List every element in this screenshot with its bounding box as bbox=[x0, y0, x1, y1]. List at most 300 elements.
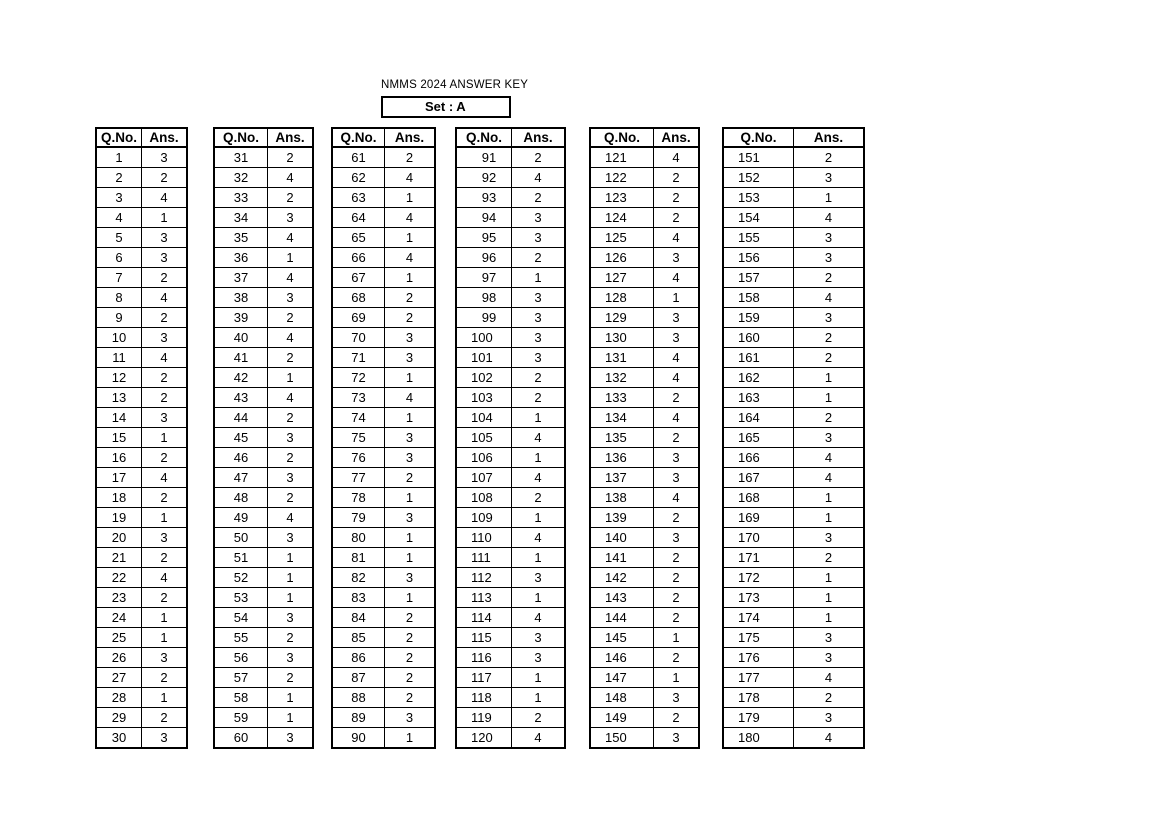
question-number: 68 bbox=[332, 288, 385, 308]
table-header-row bbox=[723, 128, 864, 147]
question-number: 64 bbox=[332, 208, 385, 228]
question-number: 115 bbox=[456, 628, 512, 648]
table-row bbox=[590, 408, 699, 428]
answer-value: 3 bbox=[654, 528, 700, 548]
question-number: 87 bbox=[332, 668, 385, 688]
question-number: 25 bbox=[96, 628, 142, 648]
question-number: 45 bbox=[214, 428, 268, 448]
set-label-box bbox=[381, 96, 511, 118]
answer-value: 4 bbox=[268, 268, 314, 288]
answer-value: 1 bbox=[142, 688, 188, 708]
answer-value: 3 bbox=[654, 308, 700, 328]
header-question-number: Q.No. bbox=[214, 128, 268, 147]
answer-value: 2 bbox=[268, 628, 314, 648]
answer-value: 3 bbox=[654, 328, 700, 348]
question-number: 73 bbox=[332, 388, 385, 408]
question-number: 69 bbox=[332, 308, 385, 328]
question-number: 63 bbox=[332, 188, 385, 208]
answer-value: 2 bbox=[268, 348, 314, 368]
answer-value: 2 bbox=[794, 688, 865, 708]
table-row bbox=[332, 228, 435, 248]
answer-value: 2 bbox=[512, 488, 566, 508]
table-row bbox=[590, 348, 699, 368]
question-number: 134 bbox=[590, 408, 654, 428]
table-row bbox=[332, 608, 435, 628]
question-number: 155 bbox=[723, 228, 794, 248]
table-row bbox=[96, 328, 187, 348]
table-row bbox=[456, 428, 565, 448]
answer-value: 3 bbox=[268, 428, 314, 448]
answer-value: 4 bbox=[268, 168, 314, 188]
answer-value: 2 bbox=[385, 608, 436, 628]
question-number: 74 bbox=[332, 408, 385, 428]
question-number: 120 bbox=[456, 728, 512, 749]
table-header-row bbox=[590, 128, 699, 147]
question-number: 81 bbox=[332, 548, 385, 568]
answer-value: 2 bbox=[142, 588, 188, 608]
answer-value: 2 bbox=[654, 588, 700, 608]
answer-value: 2 bbox=[654, 508, 700, 528]
table-row bbox=[96, 388, 187, 408]
question-number: 16 bbox=[96, 448, 142, 468]
answer-value: 4 bbox=[142, 568, 188, 588]
answer-value: 1 bbox=[794, 588, 865, 608]
table-row bbox=[456, 328, 565, 348]
table-row bbox=[96, 348, 187, 368]
table-row bbox=[723, 288, 864, 308]
table-row bbox=[214, 208, 313, 228]
table-row bbox=[332, 648, 435, 668]
answer-value: 2 bbox=[654, 188, 700, 208]
question-number: 37 bbox=[214, 268, 268, 288]
table-row bbox=[96, 448, 187, 468]
table-row bbox=[456, 688, 565, 708]
question-number: 1 bbox=[96, 147, 142, 168]
answer-value: 3 bbox=[794, 628, 865, 648]
answer-value: 3 bbox=[794, 248, 865, 268]
table-row bbox=[96, 288, 187, 308]
question-number: 58 bbox=[214, 688, 268, 708]
table-row bbox=[214, 728, 313, 749]
header-question-number: Q.No. bbox=[96, 128, 142, 147]
question-number: 171 bbox=[723, 548, 794, 568]
question-number: 57 bbox=[214, 668, 268, 688]
answer-value: 4 bbox=[385, 388, 436, 408]
answer-value: 1 bbox=[794, 388, 865, 408]
table-row bbox=[456, 188, 565, 208]
answer-value: 2 bbox=[142, 388, 188, 408]
question-number: 92 bbox=[456, 168, 512, 188]
question-number: 13 bbox=[96, 388, 142, 408]
answer-value: 2 bbox=[654, 208, 700, 228]
table-row bbox=[723, 568, 864, 588]
question-number: 176 bbox=[723, 648, 794, 668]
answer-value: 4 bbox=[654, 268, 700, 288]
question-number: 93 bbox=[456, 188, 512, 208]
answer-table-6 bbox=[722, 127, 865, 749]
table-row bbox=[214, 308, 313, 328]
answer-value: 3 bbox=[512, 208, 566, 228]
question-number: 86 bbox=[332, 648, 385, 668]
question-number: 28 bbox=[96, 688, 142, 708]
question-number: 124 bbox=[590, 208, 654, 228]
table-row bbox=[214, 688, 313, 708]
question-number: 123 bbox=[590, 188, 654, 208]
answer-value: 4 bbox=[512, 608, 566, 628]
question-number: 19 bbox=[96, 508, 142, 528]
answer-value: 2 bbox=[385, 688, 436, 708]
table-row bbox=[590, 468, 699, 488]
answer-value: 1 bbox=[385, 488, 436, 508]
answer-value: 2 bbox=[794, 147, 865, 168]
table-row bbox=[456, 408, 565, 428]
answer-value: 3 bbox=[512, 308, 566, 328]
table-row bbox=[96, 508, 187, 528]
answer-value: 1 bbox=[654, 668, 700, 688]
table-row bbox=[590, 508, 699, 528]
answer-value: 3 bbox=[512, 348, 566, 368]
answer-value: 3 bbox=[142, 328, 188, 348]
answer-value: 2 bbox=[654, 428, 700, 448]
table-row bbox=[332, 428, 435, 448]
answer-value: 3 bbox=[794, 428, 865, 448]
answer-value: 3 bbox=[794, 308, 865, 328]
answer-value: 2 bbox=[794, 268, 865, 288]
table-row bbox=[332, 348, 435, 368]
table-row bbox=[590, 548, 699, 568]
table-row bbox=[456, 728, 565, 749]
answer-value: 2 bbox=[268, 308, 314, 328]
question-number: 89 bbox=[332, 708, 385, 728]
table-row bbox=[723, 268, 864, 288]
answer-value: 3 bbox=[142, 248, 188, 268]
answer-value: 2 bbox=[512, 708, 566, 728]
table-row bbox=[456, 668, 565, 688]
table-row bbox=[590, 328, 699, 348]
table-row bbox=[723, 428, 864, 448]
header-answer: Ans. bbox=[654, 128, 700, 147]
answer-value: 2 bbox=[654, 168, 700, 188]
table-row bbox=[332, 208, 435, 228]
table-row bbox=[590, 588, 699, 608]
table-row bbox=[96, 228, 187, 248]
answer-value: 4 bbox=[794, 448, 865, 468]
answer-table-4 bbox=[455, 127, 566, 749]
question-number: 59 bbox=[214, 708, 268, 728]
table-row bbox=[723, 588, 864, 608]
answer-value: 2 bbox=[385, 468, 436, 488]
answer-value: 3 bbox=[385, 428, 436, 448]
document-title: NMMS 2024 ANSWER KEY bbox=[381, 79, 529, 91]
question-number: 137 bbox=[590, 468, 654, 488]
question-number: 49 bbox=[214, 508, 268, 528]
table-row bbox=[96, 688, 187, 708]
question-number: 167 bbox=[723, 468, 794, 488]
answer-value: 2 bbox=[654, 648, 700, 668]
answer-value: 2 bbox=[268, 488, 314, 508]
table-row bbox=[332, 328, 435, 348]
answer-value: 2 bbox=[142, 668, 188, 688]
table-row bbox=[214, 368, 313, 388]
answer-value: 3 bbox=[512, 648, 566, 668]
question-number: 24 bbox=[96, 608, 142, 628]
table-row bbox=[332, 668, 435, 688]
answer-value: 2 bbox=[142, 268, 188, 288]
table-row bbox=[332, 388, 435, 408]
answer-value: 4 bbox=[654, 488, 700, 508]
question-number: 121 bbox=[590, 147, 654, 168]
question-number: 46 bbox=[214, 448, 268, 468]
answer-value: 4 bbox=[385, 168, 436, 188]
answer-value: 3 bbox=[268, 728, 314, 749]
question-number: 154 bbox=[723, 208, 794, 228]
answer-value: 2 bbox=[142, 708, 188, 728]
table-row bbox=[590, 168, 699, 188]
answer-value: 2 bbox=[268, 408, 314, 428]
answer-value: 2 bbox=[385, 668, 436, 688]
table-row bbox=[96, 147, 187, 168]
question-number: 42 bbox=[214, 368, 268, 388]
question-number: 104 bbox=[456, 408, 512, 428]
answer-value: 2 bbox=[654, 708, 700, 728]
question-number: 4 bbox=[96, 208, 142, 228]
question-number: 15 bbox=[96, 428, 142, 448]
question-number: 107 bbox=[456, 468, 512, 488]
answer-value: 3 bbox=[268, 648, 314, 668]
answer-value: 1 bbox=[268, 248, 314, 268]
question-number: 27 bbox=[96, 668, 142, 688]
answer-value: 1 bbox=[512, 668, 566, 688]
question-number: 161 bbox=[723, 348, 794, 368]
question-number: 177 bbox=[723, 668, 794, 688]
table-row bbox=[214, 668, 313, 688]
answer-value: 2 bbox=[512, 248, 566, 268]
answer-value: 3 bbox=[268, 468, 314, 488]
answer-value: 3 bbox=[794, 648, 865, 668]
answer-value: 2 bbox=[142, 308, 188, 328]
table-row bbox=[723, 368, 864, 388]
question-number: 9 bbox=[96, 308, 142, 328]
question-number: 90 bbox=[332, 728, 385, 749]
table-row bbox=[332, 568, 435, 588]
question-number: 18 bbox=[96, 488, 142, 508]
table-row bbox=[590, 228, 699, 248]
table-row bbox=[456, 147, 565, 168]
table-row bbox=[214, 708, 313, 728]
question-number: 129 bbox=[590, 308, 654, 328]
table-row bbox=[723, 228, 864, 248]
question-number: 61 bbox=[332, 147, 385, 168]
answer-value: 2 bbox=[142, 168, 188, 188]
table-row bbox=[96, 648, 187, 668]
question-number: 50 bbox=[214, 528, 268, 548]
answer-value: 2 bbox=[385, 648, 436, 668]
answer-value: 4 bbox=[794, 668, 865, 688]
question-number: 169 bbox=[723, 508, 794, 528]
question-number: 170 bbox=[723, 528, 794, 548]
table-row bbox=[332, 248, 435, 268]
answer-value: 1 bbox=[512, 548, 566, 568]
question-number: 133 bbox=[590, 388, 654, 408]
answer-value: 3 bbox=[385, 448, 436, 468]
question-number: 22 bbox=[96, 568, 142, 588]
table-row bbox=[332, 288, 435, 308]
answer-value: 1 bbox=[385, 368, 436, 388]
set-label: Set : A bbox=[425, 99, 466, 114]
table-row bbox=[723, 188, 864, 208]
table-row bbox=[214, 268, 313, 288]
answer-value: 4 bbox=[654, 408, 700, 428]
question-number: 113 bbox=[456, 588, 512, 608]
answer-value: 1 bbox=[385, 548, 436, 568]
table-row bbox=[214, 188, 313, 208]
table-row bbox=[214, 147, 313, 168]
table-row bbox=[590, 368, 699, 388]
table-row bbox=[96, 548, 187, 568]
answer-value: 1 bbox=[142, 608, 188, 628]
table-header-row bbox=[214, 128, 313, 147]
answer-value: 3 bbox=[268, 208, 314, 228]
question-number: 126 bbox=[590, 248, 654, 268]
question-number: 144 bbox=[590, 608, 654, 628]
question-number: 103 bbox=[456, 388, 512, 408]
question-number: 52 bbox=[214, 568, 268, 588]
question-number: 148 bbox=[590, 688, 654, 708]
answer-value: 2 bbox=[512, 188, 566, 208]
answer-value: 4 bbox=[512, 168, 566, 188]
table-row bbox=[214, 548, 313, 568]
question-number: 156 bbox=[723, 248, 794, 268]
table-row bbox=[96, 568, 187, 588]
answer-value: 1 bbox=[512, 268, 566, 288]
question-number: 157 bbox=[723, 268, 794, 288]
table-row bbox=[214, 328, 313, 348]
header-answer: Ans. bbox=[794, 128, 865, 147]
answer-value: 1 bbox=[142, 628, 188, 648]
answer-table-3 bbox=[331, 127, 436, 749]
table-row bbox=[332, 708, 435, 728]
answer-value: 3 bbox=[142, 228, 188, 248]
question-number: 21 bbox=[96, 548, 142, 568]
table-row bbox=[456, 628, 565, 648]
answer-value: 2 bbox=[794, 548, 865, 568]
table-row bbox=[723, 147, 864, 168]
answer-value: 4 bbox=[512, 528, 566, 548]
answer-value: 4 bbox=[512, 428, 566, 448]
question-number: 117 bbox=[456, 668, 512, 688]
answer-value: 3 bbox=[385, 568, 436, 588]
table-row bbox=[590, 728, 699, 749]
table-row bbox=[332, 147, 435, 168]
question-number: 116 bbox=[456, 648, 512, 668]
question-number: 36 bbox=[214, 248, 268, 268]
question-number: 163 bbox=[723, 388, 794, 408]
answer-value: 4 bbox=[385, 248, 436, 268]
question-number: 130 bbox=[590, 328, 654, 348]
question-number: 141 bbox=[590, 548, 654, 568]
answer-value: 3 bbox=[142, 728, 188, 749]
answer-value: 3 bbox=[385, 708, 436, 728]
answer-value: 3 bbox=[268, 528, 314, 548]
answer-value: 3 bbox=[268, 288, 314, 308]
question-number: 111 bbox=[456, 548, 512, 568]
question-number: 34 bbox=[214, 208, 268, 228]
table-row bbox=[456, 588, 565, 608]
answer-value: 1 bbox=[268, 588, 314, 608]
question-number: 55 bbox=[214, 628, 268, 648]
table-row bbox=[456, 268, 565, 288]
answer-value: 3 bbox=[385, 508, 436, 528]
question-number: 32 bbox=[214, 168, 268, 188]
question-number: 95 bbox=[456, 228, 512, 248]
table-row bbox=[456, 248, 565, 268]
question-number: 17 bbox=[96, 468, 142, 488]
question-number: 54 bbox=[214, 608, 268, 628]
table-row bbox=[332, 688, 435, 708]
table-row bbox=[96, 728, 187, 749]
table-row bbox=[332, 488, 435, 508]
answer-value: 4 bbox=[385, 208, 436, 228]
table-row bbox=[723, 348, 864, 368]
table-row bbox=[456, 528, 565, 548]
question-number: 38 bbox=[214, 288, 268, 308]
table-row bbox=[723, 668, 864, 688]
question-number: 77 bbox=[332, 468, 385, 488]
table-row bbox=[214, 408, 313, 428]
answer-value: 2 bbox=[268, 448, 314, 468]
answer-value: 4 bbox=[142, 288, 188, 308]
table-row bbox=[456, 388, 565, 408]
table-row bbox=[456, 168, 565, 188]
answer-value: 2 bbox=[794, 408, 865, 428]
question-number: 2 bbox=[96, 168, 142, 188]
question-number: 114 bbox=[456, 608, 512, 628]
question-number: 96 bbox=[456, 248, 512, 268]
answer-value: 2 bbox=[512, 368, 566, 388]
answer-value: 1 bbox=[794, 568, 865, 588]
table-row bbox=[723, 308, 864, 328]
answer-table-2 bbox=[213, 127, 314, 749]
question-number: 99 bbox=[456, 308, 512, 328]
question-number: 62 bbox=[332, 168, 385, 188]
answer-value: 2 bbox=[268, 668, 314, 688]
answer-value: 3 bbox=[385, 328, 436, 348]
table-row bbox=[96, 528, 187, 548]
answer-value: 2 bbox=[654, 388, 700, 408]
answer-value: 3 bbox=[794, 708, 865, 728]
table-row bbox=[332, 368, 435, 388]
question-number: 172 bbox=[723, 568, 794, 588]
table-row bbox=[214, 608, 313, 628]
table-row bbox=[214, 628, 313, 648]
table-row bbox=[723, 528, 864, 548]
question-number: 12 bbox=[96, 368, 142, 388]
question-number: 179 bbox=[723, 708, 794, 728]
answer-value: 1 bbox=[268, 568, 314, 588]
table-row bbox=[332, 308, 435, 328]
answer-value: 4 bbox=[142, 468, 188, 488]
question-number: 142 bbox=[590, 568, 654, 588]
table-row bbox=[96, 708, 187, 728]
answer-value: 2 bbox=[268, 147, 314, 168]
table-row bbox=[456, 548, 565, 568]
answer-value: 2 bbox=[385, 147, 436, 168]
answer-value: 2 bbox=[385, 308, 436, 328]
answer-value: 3 bbox=[794, 528, 865, 548]
question-number: 76 bbox=[332, 448, 385, 468]
answer-value: 1 bbox=[268, 708, 314, 728]
answer-value: 2 bbox=[654, 568, 700, 588]
